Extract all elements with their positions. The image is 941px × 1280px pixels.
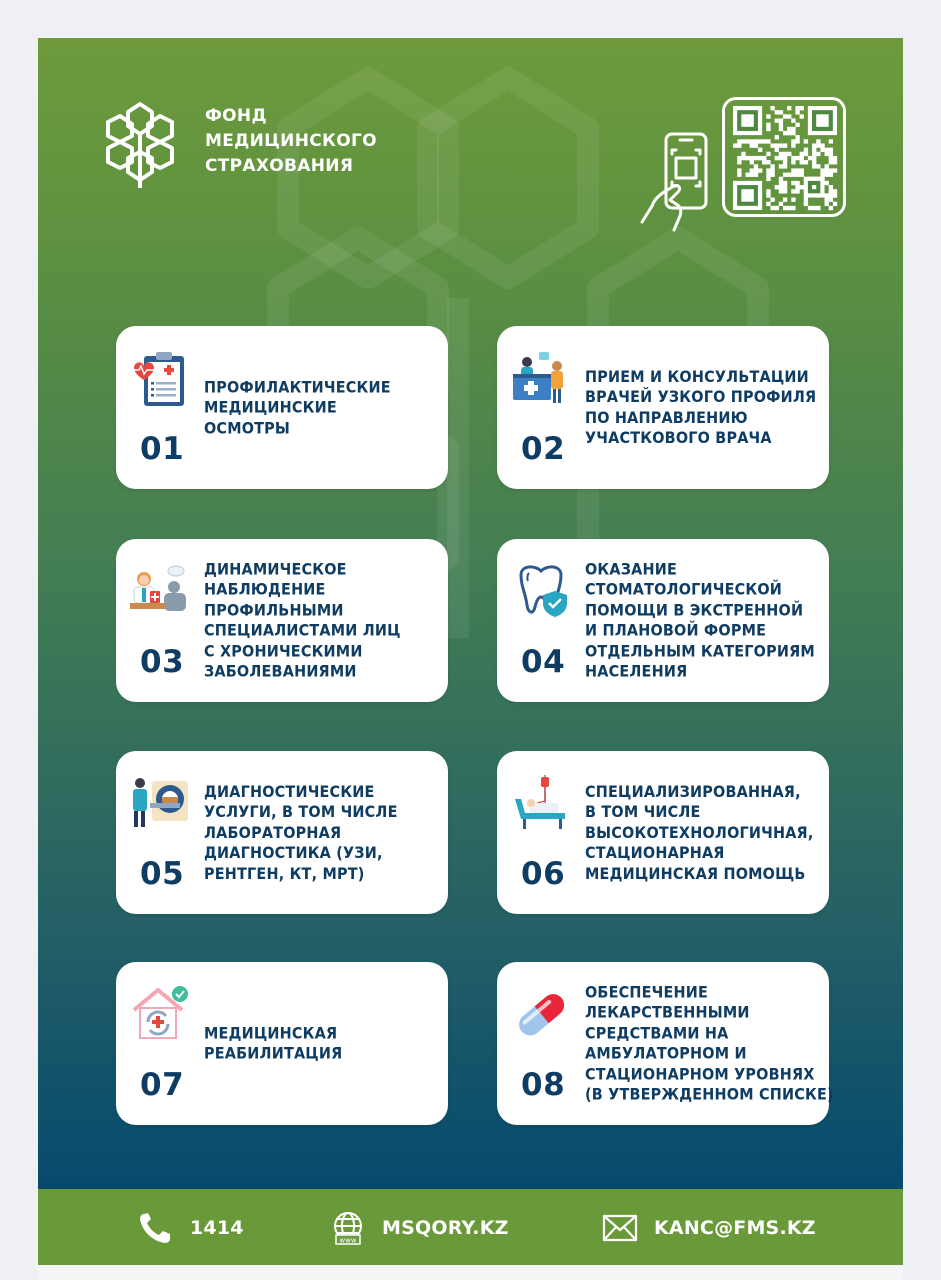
- org-name-line-3: СТРАХОВАНИЯ: [205, 156, 354, 176]
- card-text: [585, 559, 823, 682]
- org-name-line-1: ФОНД: [205, 106, 267, 126]
- reception-desk-icon: [511, 348, 571, 410]
- card-text-line: ОКАЗАНИЕ: [585, 559, 678, 578]
- service-card-04: [497, 539, 829, 702]
- card-text-line: ДИАГНОСТИКА (УЗИ,: [204, 842, 383, 862]
- org-name: [205, 104, 425, 179]
- card-text-line: СТОМАТОЛОГИЧЕСКОЙ: [585, 579, 783, 599]
- card-number: 08: [521, 1067, 566, 1103]
- card-number: 06: [521, 856, 566, 892]
- card-text-line: АМБУЛАТОРНОМ И: [585, 1043, 747, 1063]
- svg-text:www: www: [339, 1236, 357, 1245]
- card-text-line: РЕНТГЕН, КТ, МРТ): [204, 863, 365, 883]
- footer-phone[interactable]: [138, 1211, 244, 1245]
- card-text-line: ПОМОЩИ В ЭКСТРЕННОЙ: [585, 600, 804, 619]
- card-text: [204, 781, 442, 884]
- card-number: 01: [140, 431, 185, 467]
- card-text-line: ДИАГНОСТИЧЕСКИЕ: [204, 781, 375, 801]
- card-text: [585, 982, 834, 1105]
- card-text-line: РЕАБИЛИТАЦИЯ: [204, 1043, 343, 1063]
- card-text-line: ЛАБОРАТОРНАЯ: [204, 822, 342, 842]
- card-text-line: ЛЕКАРСТВЕННЫМИ: [585, 1002, 750, 1022]
- card-text-line: С ХРОНИЧЕСКИМИ: [204, 641, 363, 660]
- card-text-line: ПРОФИЛЬНЫМИ: [204, 600, 344, 619]
- bottom-strip: [38, 1265, 903, 1280]
- card-text-line: (В УТВЕРЖДЕННОМ СПИСКЕ): [585, 1084, 834, 1104]
- card-text-line: ОСМОТРЫ: [204, 417, 291, 437]
- globe-icon: [330, 1211, 366, 1245]
- card-text-line: ВЫСОКОТЕХНОЛОГИЧНАЯ,: [585, 822, 814, 842]
- card-text-line: И ПЛАНОВОЙ ФОРМЕ: [585, 620, 767, 640]
- footer-website[interactable]: [330, 1211, 509, 1245]
- doctor-patient-icon: [130, 561, 190, 623]
- card-text: [204, 1023, 442, 1064]
- card-text-line: МЕДИЦИНСКАЯ: [204, 1023, 338, 1042]
- fms-flower-logo-icon: [96, 96, 184, 188]
- card-text: [204, 559, 442, 682]
- card-number: 02: [521, 431, 566, 467]
- card-number: 03: [140, 644, 185, 680]
- service-card-08: [497, 962, 834, 1125]
- card-number: 05: [140, 856, 185, 892]
- card-text-line: ПО НАПРАВЛЕНИЮ: [585, 407, 748, 427]
- footer-email[interactable]: [602, 1211, 816, 1245]
- card-text: [585, 367, 823, 449]
- qr-code-icon[interactable]: [722, 97, 846, 217]
- mri-scanner-icon: [130, 773, 190, 835]
- service-card-01: [116, 326, 448, 489]
- card-text-line: ОТДЕЛЬНЫМ КАТЕГОРИЯМ: [585, 641, 815, 660]
- poster: [38, 38, 903, 1245]
- card-text-line: СТАЦИОНАРНОМ УРОВНЯХ: [585, 1064, 815, 1083]
- card-text-line: НАБЛЮДЕНИЕ: [204, 579, 326, 599]
- card-text-line: ВРАЧЕЙ УЗКОГО ПРОФИЛЯ: [585, 387, 817, 406]
- service-card-03: [116, 539, 448, 702]
- card-text-line: СРЕДСТВАМИ НА: [585, 1023, 729, 1042]
- card-text-line: ПРОФИЛАКТИЧЕСКИЕ: [204, 376, 391, 396]
- card-text-line: УСЛУГИ, В ТОМ ЧИСЛЕ: [204, 801, 398, 821]
- pill-capsule-icon: [511, 984, 571, 1046]
- card-text-line: СПЕЦИАЛИЗИРОВАННАЯ,: [585, 781, 801, 801]
- card-text-line: НАСЕЛЕНИЯ: [585, 661, 688, 681]
- footer: [38, 1189, 903, 1265]
- card-text-line: ПРИЕМ И КОНСУЛЬТАЦИИ: [585, 366, 809, 386]
- footer-website-text: MSQORY.KZ: [382, 1217, 509, 1239]
- card-text-line: МЕДИЦИНСКАЯ ПОМОЩЬ: [585, 863, 806, 883]
- envelope-icon: [602, 1211, 638, 1245]
- service-card-06: [497, 751, 829, 914]
- card-text-line: ОБЕСПЕЧЕНИЕ: [585, 982, 709, 1001]
- phone-scan-icon: [638, 130, 716, 234]
- phone-icon: [138, 1211, 174, 1245]
- card-number: 07: [140, 1067, 185, 1103]
- footer-email-text: KANC@FMS.KZ: [654, 1217, 816, 1239]
- hospital-bed-icon: [511, 773, 571, 835]
- footer-phone-text: 1414: [190, 1217, 244, 1239]
- card-text-line: СТАЦИОНАРНАЯ: [585, 842, 725, 862]
- service-card-07: [116, 962, 448, 1125]
- card-text-line: В ТОМ ЧИСЛЕ: [585, 801, 701, 821]
- home-rehab-icon: [130, 984, 190, 1046]
- card-text-line: МЕДИЦИНСКИЕ: [204, 397, 337, 417]
- service-card-02: [497, 326, 829, 489]
- card-number: 04: [521, 644, 566, 680]
- card-text: [585, 781, 823, 884]
- clipboard-heart-icon: [130, 348, 190, 410]
- card-text-line: ЗАБОЛЕВАНИЯМИ: [204, 661, 357, 681]
- card-text-line: УЧАСТКОВОГО ВРАЧА: [585, 428, 772, 447]
- org-name-line-2: МЕДИЦИНСКОГО: [205, 131, 377, 151]
- card-text: [204, 377, 442, 439]
- service-card-05: [116, 751, 448, 914]
- card-text-line: СПЕЦИАЛИСТАМИ ЛИЦ: [204, 620, 401, 640]
- card-text-line: ДИНАМИЧЕСКОЕ: [204, 559, 347, 578]
- tooth-shield-icon: [511, 561, 571, 623]
